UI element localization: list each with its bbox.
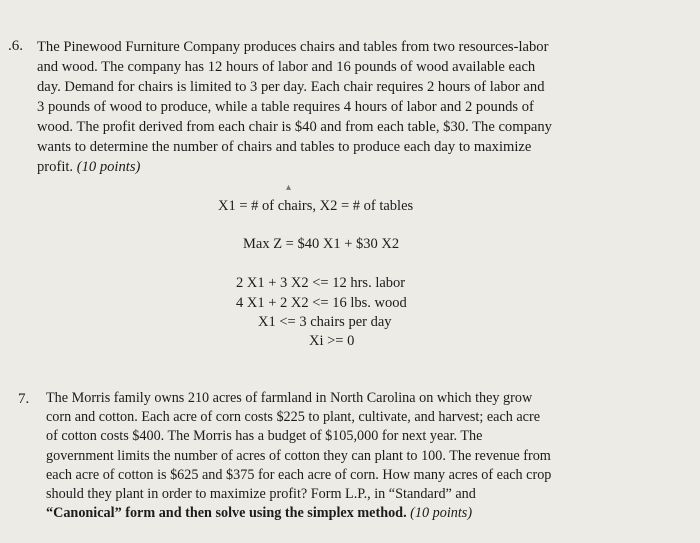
q6-constraint-4: Xi >= 0 xyxy=(309,333,355,349)
q7-line-6: should they plant in order to maximize profit? Form L.P., in “Standard” and xyxy=(46,486,476,503)
q6-constraint-1: 2 X1 + 3 X2 <= 12 hrs. labor xyxy=(236,275,406,291)
q6-line-4: 3 pounds of wood to produce, while a table requires 4 hours of labor and 2 pounds of xyxy=(37,99,534,115)
q6-line-2: and wood. The company has 12 hours of labor and 16 pounds of wood available each xyxy=(37,59,536,75)
question-6-text xyxy=(37,37,552,177)
q6-line-6: wants to determine the number of chairs and tables to produce each day to maximize xyxy=(37,139,532,155)
q6-variables: X1 = # of chairs, X2 = # of tables xyxy=(218,198,414,214)
q7-line-5: each acre of cotton is $625 and $375 for each acre of corn. How many acres of each crop xyxy=(46,466,552,483)
q7-line-3: of cotton costs $400. The Morris has a budget of $105,000 for next year. The xyxy=(46,428,483,445)
q6-constraint-2: 4 X1 + 2 X2 <= 16 lbs. wood xyxy=(236,295,407,311)
q6-constraint-3: X1 <= 3 chairs per day xyxy=(258,314,392,330)
q6-points: (10 points) xyxy=(76,159,141,175)
q7-line-2: corn and cotton. Each acre of corn costs $225 to plant, cultivate, and harvest; each acre xyxy=(46,409,540,426)
q7-line-7 xyxy=(46,504,551,523)
q6-last-line: profit. xyxy=(37,159,77,175)
question-7-text xyxy=(46,389,551,523)
q7-line-1: The Morris family owns 210 acres of farmland in North Carolina on which they grow xyxy=(46,390,533,406)
q6-line-5: wood. The profit derived from each chair is $40 and from each table, $30. The company xyxy=(37,119,552,135)
q7-line-4: government limits the number of acres of cotton they can plant to 100. The revenue from xyxy=(46,447,551,464)
q6-line-1: The Pinewood Furniture Company produces chairs and tables from two resources-labor xyxy=(37,39,549,55)
q6-objective: Max Z = $40 X1 + $30 X2 xyxy=(243,236,400,252)
question-7-number: 7. xyxy=(18,391,30,407)
q7-points: (10 points) xyxy=(406,505,473,522)
q7-last-line: “Canonical” form and then solve using the simplex method. xyxy=(46,505,407,522)
q6-line-7 xyxy=(37,157,552,177)
stray-mark: ▴ xyxy=(286,182,292,193)
q6-line-3: day. Demand for chairs is limited to 3 per day. Each chair requires 2 hours of labor and xyxy=(37,79,545,95)
question-6-number: .6. xyxy=(8,38,23,54)
